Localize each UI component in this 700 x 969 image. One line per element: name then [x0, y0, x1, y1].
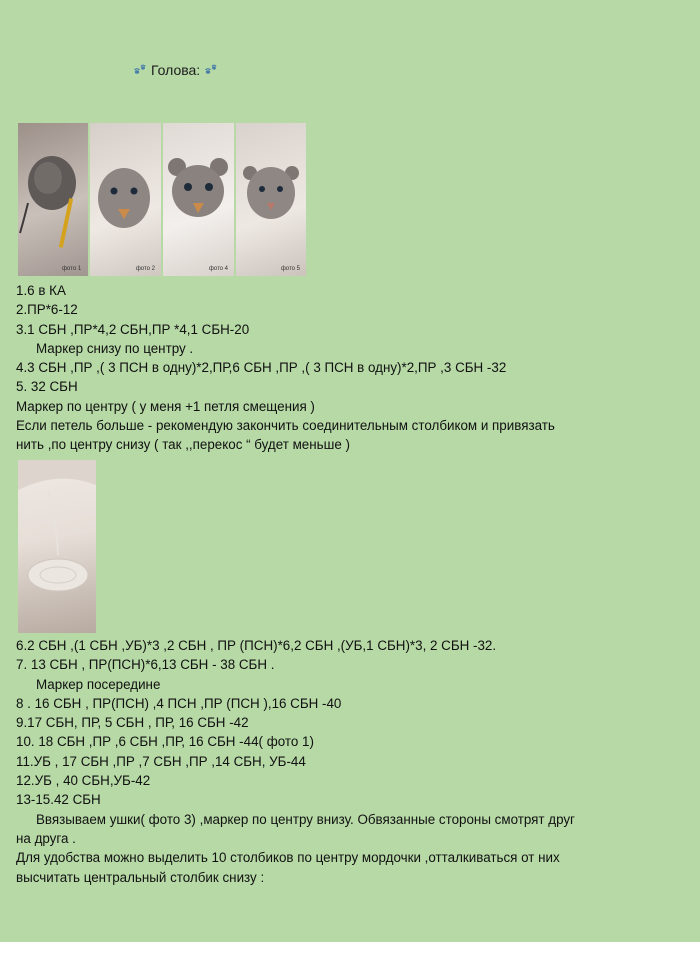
instruction-line: 2.ПР*6-12 [16, 302, 78, 318]
instruction-line: нить ,по центру снизу ( так ,,перекос “ будет меньше ) [16, 437, 350, 453]
crochet-head-front-illustration [236, 123, 306, 276]
instruction-line: 6.2 СБН ,(1 СБН ,УБ)*3 ,2 СБН , ПР (ПСН)*6,2 СБН ,(УБ,1 СБН)*3, 2 СБН -32. [16, 638, 497, 653]
instruction-line: 7. 13 СБН , ПР(ПСН)*6,13 СБН - 38 СБН . [16, 657, 275, 673]
crochet-ball-illustration [18, 123, 88, 276]
crochet-oval-illustration [18, 460, 96, 633]
instruction-line: Для удобства можно выделить 10 столбиков по центру мордочки ,отталкиваться от них [16, 850, 560, 866]
photo-1 [18, 123, 88, 276]
photo-4 [236, 123, 306, 276]
photo-caption: фото 1 [62, 266, 82, 272]
section-heading [133, 62, 218, 78]
instruction-line: 1.6 в КА [16, 283, 66, 298]
instruction-line: 13-15.42 СБН [16, 792, 101, 808]
crochet-head-ears-illustration [163, 123, 234, 276]
paw-prints-icon [204, 63, 218, 77]
instruction-line: 9.17 СБН, ПР, 5 СБН , ПР, 16 СБН -42 [16, 715, 249, 731]
instruction-line: 5. 32 СБН [16, 379, 78, 395]
heading-text: Голова: [151, 62, 201, 78]
photo-caption: фото 5 [280, 266, 300, 272]
photo-3 [163, 123, 234, 276]
crochet-head-illustration [90, 123, 161, 276]
instruction-line: Если петель больше - рекомендую закончить соединительным столбиком и привязать [16, 418, 555, 434]
instruction-line: Маркер по центру ( у меня +1 петля смещения ) [16, 398, 315, 414]
instruction-line: 11.УБ , 17 СБН ,ПР ,7 СБН ,ПР ,14 СБН, УБ-44 [16, 753, 306, 769]
instruction-line: 10. 18 СБН ,ПР ,6 СБН ,ПР, 16 СБН -44( фото 1) [16, 734, 314, 750]
instruction-line: 12.УБ , 40 СБН,УБ-42 [16, 773, 151, 789]
photo-marker [18, 460, 96, 633]
photo-caption: фото 2 [135, 266, 155, 272]
photo-2 [90, 123, 161, 276]
instruction-line: Маркер посередине [36, 676, 161, 692]
instruction-line: высчитать центральный столбик снизу : [16, 869, 265, 885]
instruction-line: Маркер снизу по центру . [36, 340, 194, 356]
photo-caption: фото 4 [208, 266, 228, 272]
instruction-line: на друга . [16, 830, 76, 846]
instruction-line: 3.1 СБН ,ПР*4,2 СБН,ПР *4,1 СБН-20 [16, 321, 250, 337]
instructions-part-2 [16, 636, 575, 887]
instruction-line: Ввязываем ушки( фото 3) ,маркер по центру внизу. Обвязанные стороны смотрят друг [36, 811, 575, 827]
instructions-part-1 [16, 281, 555, 455]
instruction-line: 8 . 16 СБН , ПР(ПСН) ,4 ПСН ,ПР (ПСН ),16 СБН -40 [16, 695, 342, 711]
instruction-line: 4.3 СБН ,ПР ,( 3 ПСН в одну)*2,ПР,6 СБН ,ПР ,( 3 ПСН в одну)*2,ПР ,3 СБН -32 [16, 360, 507, 376]
photo-strip [18, 123, 306, 276]
paw-prints-icon [133, 63, 147, 77]
